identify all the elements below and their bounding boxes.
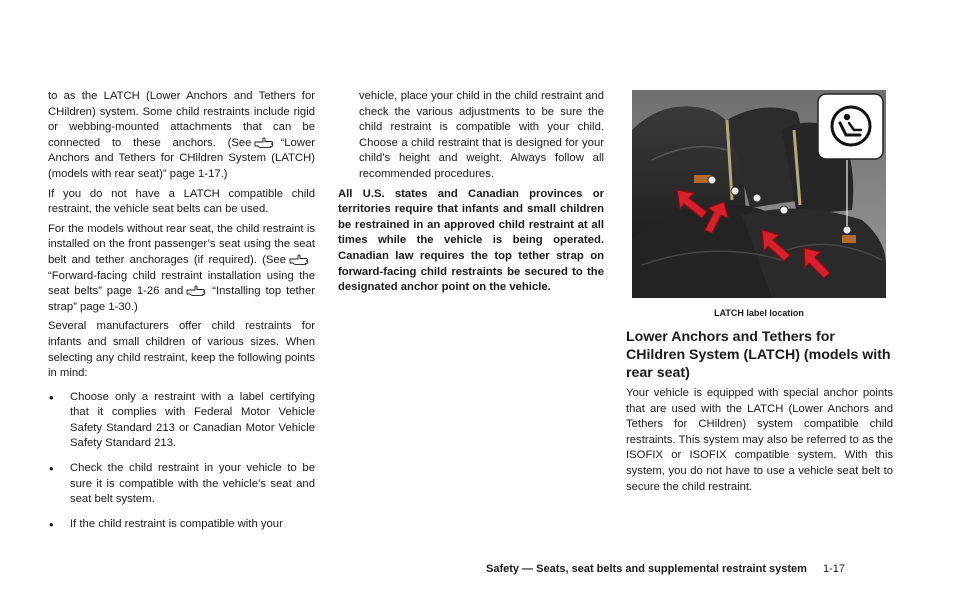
paragraph-no-rear-seat: For the models without rear seat, the child restraint is installed on the front passenger’s seat using the seat belt and tether anchorages (if required). (See “Forward-facing child restraint installation using the seat belts” page 1-26 and “Installing top tether strap” page 1-30.) [48, 222, 316, 313]
bullet-icon: • [49, 389, 54, 405]
pointing-hand-icon [289, 253, 311, 265]
column-middle [338, 89, 604, 300]
list-item: • Choose only a restraint with a label certifying that it complies with Federal Motor Vehicle Safety Standard 213 or Canadian Motor Vehicle Safety Standard 213. [49, 389, 315, 450]
cross-reference-link[interactable]: “Lower Anchors and Tethers for CHildren System (LATCH) (models with rear seat)” page 1-17.) [48, 136, 315, 180]
list-item: • Check the child restraint in your vehicle to be sure it is compatible with the vehicle’s seat and seat belt system. [49, 461, 315, 506]
paragraph-legal-requirement: All U.S. states and Canadian provinces or territories require that infants and small children be restrained in an approved child restraint at all times while the vehicle is being operated. Canadian law requires the top tether strap on forward-facing child restraints be secured to the designated anchor point on the vehicle. [338, 187, 604, 294]
paragraph-manufacturers: Several manufacturers offer child restraints for infants and small children of various sizes. When selecting any child restraint, keep the following points in mind: [48, 320, 315, 380]
pointing-hand-icon [254, 136, 276, 148]
list-item: • If the child restraint is compatible with your [49, 516, 283, 532]
figure-caption: LATCH label location [714, 308, 804, 318]
section-heading: Lower Anchors and Tethers for CHildren System (LATCH) (models with rear seat) [626, 329, 891, 381]
latch-illustration [632, 90, 886, 298]
column-left [48, 89, 315, 541]
bullet-icon: • [49, 461, 54, 477]
bullet-icon: • [49, 516, 54, 532]
page-footer [486, 563, 845, 575]
cross-reference-link[interactable]: “Forward-facing child restraint installation using the seat belts” page 1-26 and [48, 269, 315, 298]
paragraph-continued: vehicle, place your child in the child restraint and check the various adjustments to be sure the child restraint is compatible with your child. Choose a child restraint that is designed for your child’s height and weight. Always follow all recommended procedures. [359, 90, 604, 180]
cross-reference-link[interactable]: “Installing top tether strap” page 1-30.) [48, 285, 316, 313]
paragraph-latch-intro: to as the LATCH (Lower Anchors and Tethers for CHildren) system. Some child restraints include rigid or webbing-mounted attachments that can be connected to these anchors. (See “Lower Anchors and Tethers for CHildren System (LATCH) (models with rear seat)” page 1-17.) [48, 90, 315, 180]
footer-section-title: Safety — Seats, seat belts and supplemental restraint system [486, 563, 807, 575]
pointing-hand-icon [186, 284, 208, 296]
paragraph-seat-belt-use: If you do not have a LATCH compatible child restraint, the vehicle seat belts can be used. [48, 187, 315, 216]
paragraph-latch-description: Your vehicle is equipped with special anchor points that are used with the LATCH (Lower Anchors and Tethers for CHildren) system compatible child restraints. This system may also be referred to as the ISOFIX or ISOFIX compatible system. With this system, you do not have to use a vehicle seat belt to secure the child restraint. [626, 387, 893, 493]
page-number: 1-17 [822, 563, 845, 575]
bullet-list [48, 390, 315, 533]
